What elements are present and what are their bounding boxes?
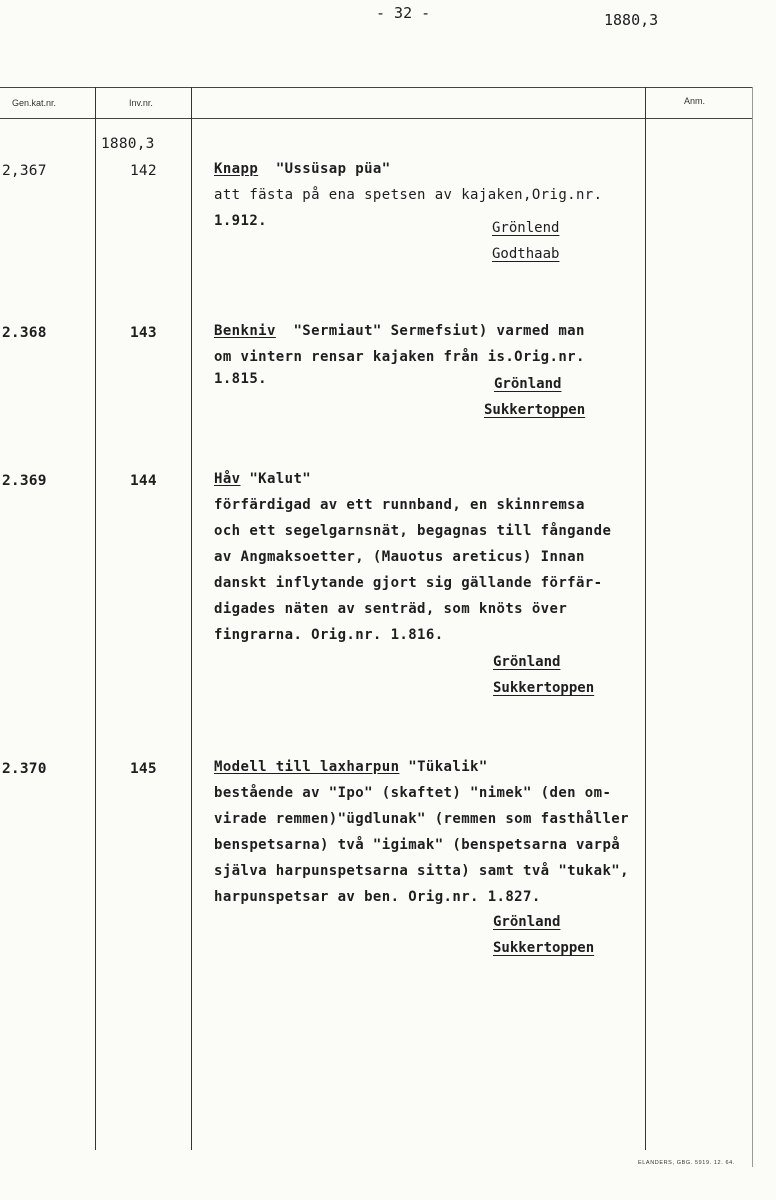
entry-text-line: förfärdigad av ett runnband, en skinnremsa xyxy=(214,497,585,513)
entry-text-line: själva harpunspetsarna sitta) samt två "tukak", xyxy=(214,863,629,879)
entry-place: Grönland xyxy=(494,376,562,392)
entry-text-line: harpunspetsar av ben. Orig.nr. 1.827. xyxy=(214,889,541,905)
entry-title: Benkniv xyxy=(214,323,276,339)
entry-text-line: om vintern rensar kajaken från is.Orig.nr. xyxy=(214,349,585,365)
inv-nr: 143 xyxy=(130,325,157,341)
entry-locality: Sukkertoppen xyxy=(484,402,586,418)
column-header-anm: Anm. xyxy=(684,96,706,106)
gen-kat-nr: 2.370 xyxy=(2,761,47,777)
entry-heading-rest: "Sermiaut" Sermefsiut) varmed man xyxy=(275,323,585,339)
entry-text-line: benspetsarna) två "igimak" (benspetsarna varpå xyxy=(214,837,621,853)
entry-text-line: danskt inflytande gjort sig gällande förfär- xyxy=(214,575,603,591)
entry-locality: Godthaab xyxy=(492,246,560,262)
printer-imprint: ELANDERS, GBG. 5919. 12. 64. xyxy=(638,1160,735,1166)
entry-heading xyxy=(214,323,585,339)
entry-text-line: virade remmen)"ügdlunak" (remmen som fasthåller xyxy=(214,811,629,827)
column-divider-gen-inv xyxy=(95,87,96,1150)
header-top-rule xyxy=(0,87,752,88)
gen-kat-nr: 2.369 xyxy=(2,473,47,489)
entry-title: Håv xyxy=(214,471,241,487)
column-header-gen-kat-nr: Gen.kat.nr. xyxy=(12,98,57,108)
entry-heading xyxy=(214,471,311,487)
column-divider-inv-text xyxy=(191,87,192,1150)
entry-text-line: 1.815. xyxy=(214,371,267,387)
entry-place: Grönland xyxy=(493,914,561,930)
header-reference: 1880,3 xyxy=(604,11,659,29)
gen-kat-nr: 2,367 xyxy=(2,163,47,179)
entry-title: Modell till laxharpun xyxy=(214,759,400,775)
entry-locality: Sukkertoppen xyxy=(493,680,595,696)
entry-place: Grönland xyxy=(493,654,561,670)
inv-nr: 144 xyxy=(130,473,157,489)
entry-heading-rest: "Kalut" xyxy=(240,471,312,487)
column-divider-text-anm xyxy=(645,87,646,1150)
header-bottom-rule xyxy=(0,118,752,119)
entry-heading xyxy=(214,759,488,775)
gen-kat-nr: 2.368 xyxy=(2,325,47,341)
entry-text-line: av Angmaksoetter, (Mauotus areticus) Innan xyxy=(214,549,585,565)
entry-text-line: digades näten av senträd, som knöts över xyxy=(214,601,568,617)
entry-title: Knapp xyxy=(214,161,259,177)
page-number: - 32 - xyxy=(376,4,431,22)
inv-nr: 145 xyxy=(130,761,157,777)
inv-nr: 142 xyxy=(130,163,157,179)
entry-locality: Sukkertoppen xyxy=(493,940,595,956)
entry-text-line: 1.912. xyxy=(214,213,267,229)
group-label: 1880,3 xyxy=(101,136,155,152)
entry-text-line: bestående av "Ipo" (skaftet) "nimek" (den om- xyxy=(214,785,612,801)
entry-heading xyxy=(214,161,391,177)
column-header-inv-nr: Inv.nr. xyxy=(129,98,153,108)
page-right-edge xyxy=(752,87,753,1167)
entry-heading-rest: "Ussüsap püa" xyxy=(258,161,391,177)
entry-text-line: fingrarna. Orig.nr. 1.816. xyxy=(214,627,444,643)
entry-text-line: och ett segelgarnsnät, begagnas till fångande xyxy=(214,523,612,539)
entry-place: Grönlend xyxy=(492,220,560,236)
entry-heading-rest: "Tükalik" xyxy=(399,759,488,775)
entry-text-line: att fästa på ena spetsen av kajaken,Orig.nr. xyxy=(214,187,603,203)
